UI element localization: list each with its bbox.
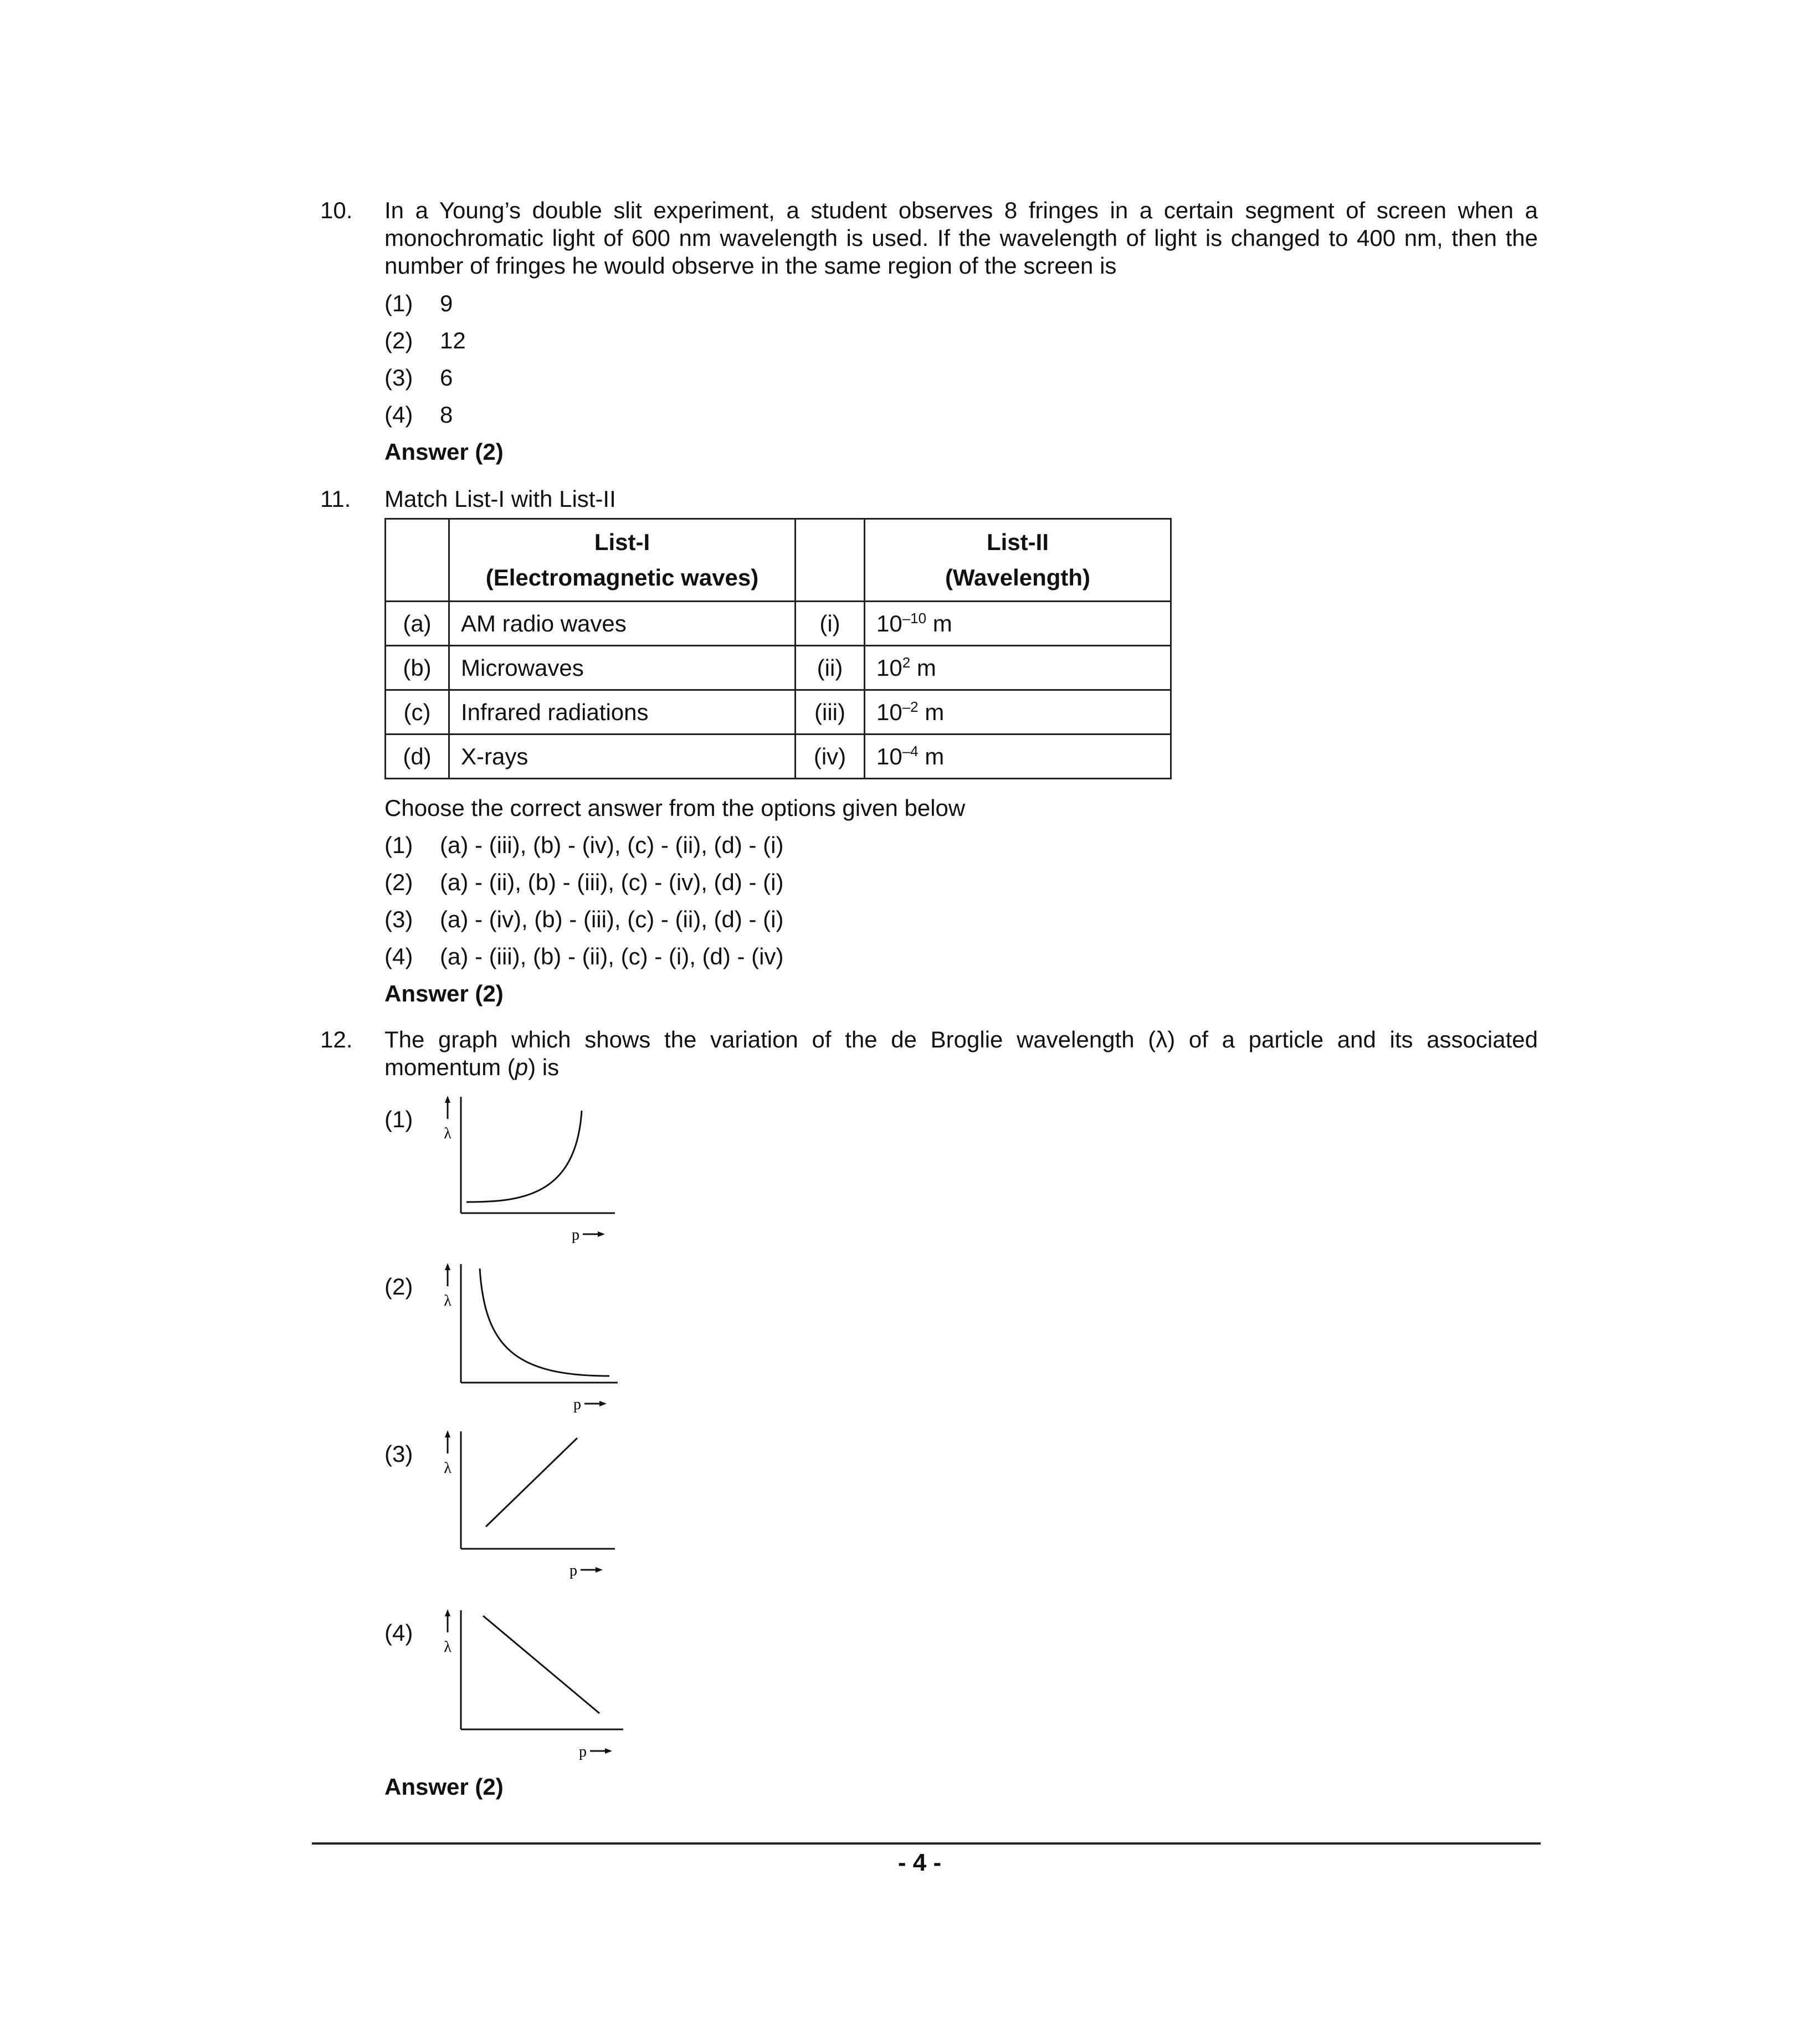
option-text: 8 [440, 402, 453, 428]
option-number: (3) [384, 906, 413, 932]
value-exponent: –2 [902, 699, 919, 715]
option-3 [384, 906, 783, 933]
option-1 [384, 831, 783, 859]
answer: Answer (2) [384, 1774, 504, 1800]
x-axis-label: p [579, 1743, 587, 1760]
x-axis-arrow-icon [598, 1231, 605, 1237]
row-label: (d) [386, 735, 449, 779]
option-number: (1) [384, 832, 413, 858]
table-header-row [386, 519, 1171, 602]
option-number: (1) [384, 290, 413, 316]
option-text: 12 [440, 327, 466, 353]
question-text-part: ) is [528, 1054, 560, 1080]
row-label: (i) [796, 602, 865, 646]
value-unit: m [910, 655, 936, 681]
table-cell [386, 519, 449, 602]
y-axis-arrow-icon [445, 1263, 450, 1270]
graph-3 [432, 1420, 632, 1581]
list-1-title: List-I [594, 529, 650, 555]
graph-4 [432, 1599, 632, 1760]
y-axis-arrow-icon [445, 1609, 450, 1616]
question-text: In a Young’s double slit experiment, a student observes 8 fringes in a certain segment of screen when a monochromatic light of 600 nm wavelength is used. If the wavelength of light is changed to 400 nm, then the number of fringes he would observe in the same region of the screen is [384, 197, 1538, 279]
graph-1 [432, 1086, 632, 1246]
graph-option-2-label: (2) [384, 1273, 413, 1300]
value-base: 10 [876, 610, 902, 636]
option-text: (a) - (iii), (b) - (ii), (c) - (i), (d) - (iv) [440, 943, 784, 969]
wave-name: Infrared radiations [449, 690, 796, 735]
option-text: 6 [440, 364, 453, 391]
answer: Answer (2) [384, 439, 504, 465]
row-label: (iii) [796, 690, 865, 735]
table-row [386, 690, 1171, 735]
option-2 [384, 327, 466, 355]
option-1 [384, 290, 453, 317]
row-label: (b) [386, 646, 449, 690]
option-4 [384, 943, 783, 970]
y-axis-label: λ [444, 1125, 452, 1142]
graph-option-3-label: (3) [384, 1441, 413, 1467]
y-axis-label: λ [444, 1639, 452, 1656]
value-base: 10 [876, 743, 902, 769]
curve [480, 1268, 609, 1376]
graph-option-1-label: (1) [384, 1106, 413, 1132]
choose-instruction: Choose the correct answer from the options given below [384, 795, 966, 821]
option-3 [384, 364, 453, 392]
x-axis-label: p [570, 1562, 577, 1579]
question-number: 11. [320, 486, 351, 512]
x-axis-label: p [572, 1226, 579, 1244]
row-label: (a) [386, 602, 449, 646]
table-row [386, 602, 1171, 646]
option-number: (2) [384, 327, 413, 353]
option-2 [384, 869, 783, 896]
footer-divider [312, 1842, 1541, 1845]
question-number: 12. [320, 1026, 353, 1052]
list-1-header [449, 519, 796, 602]
graph-option-4-label: (4) [384, 1620, 413, 1646]
row-label: (iv) [796, 735, 865, 779]
question-text [384, 1026, 1538, 1081]
option-number: (4) [384, 402, 413, 428]
option-number: (3) [384, 364, 413, 391]
wavelength-value [865, 602, 1171, 646]
row-label: (c) [386, 690, 449, 735]
wavelength-value [865, 735, 1171, 779]
wavelength-value [865, 646, 1171, 690]
option-text: (a) - (ii), (b) - (iii), (c) - (iv), (d) - (i) [440, 869, 784, 895]
y-axis-label: λ [444, 1292, 452, 1309]
question-text: Match List-I with List-II [384, 486, 616, 512]
option-text: (a) - (iii), (b) - (iv), (c) - (ii), (d) - (i) [440, 832, 784, 858]
line-plot [483, 1616, 599, 1713]
table-cell [796, 519, 865, 602]
question-text-part: The graph which shows the variation of the de Broglie wavelength (λ) of a particle and its associated momentum ( [384, 1026, 1538, 1080]
y-axis-arrow-icon [445, 1096, 450, 1103]
x-axis-arrow-icon [599, 1401, 607, 1406]
list-2-title: List-II [987, 529, 1049, 555]
momentum-symbol: p [515, 1054, 529, 1080]
wave-name: Microwaves [449, 646, 796, 690]
list-1-subtitle: (Electromagnetic waves) [485, 564, 759, 590]
table-row [386, 646, 1171, 690]
value-unit: m [918, 699, 945, 725]
y-axis-arrow-icon [445, 1430, 450, 1437]
value-exponent: –10 [902, 610, 927, 626]
graph-2 [432, 1253, 632, 1414]
value-unit: m [918, 743, 945, 769]
value-base: 10 [876, 699, 902, 725]
x-axis-label: p [573, 1396, 581, 1413]
option-number: (4) [384, 943, 413, 969]
question-number: 10. [320, 197, 353, 223]
value-base: 10 [876, 655, 902, 681]
curve [466, 1111, 582, 1202]
wavelength-value [865, 690, 1171, 735]
wave-name: X-rays [449, 735, 796, 779]
x-axis-arrow-icon [596, 1567, 603, 1573]
line-plot [486, 1438, 577, 1527]
wave-name: AM radio waves [449, 602, 796, 646]
list-2-header [865, 519, 1171, 602]
value-exponent: –4 [902, 743, 919, 759]
option-text: (a) - (iv), (b) - (iii), (c) - (ii), (d) - (i) [440, 906, 784, 932]
option-text: 9 [440, 290, 453, 316]
x-axis-arrow-icon [605, 1748, 612, 1754]
value-exponent: 2 [902, 654, 911, 671]
y-axis-label: λ [444, 1460, 452, 1477]
list-2-subtitle: (Wavelength) [945, 564, 1091, 590]
option-4 [384, 401, 453, 429]
match-table [384, 518, 1172, 779]
value-unit: m [926, 610, 952, 636]
option-number: (2) [384, 869, 413, 895]
row-label: (ii) [796, 646, 865, 690]
answer: Answer (2) [384, 980, 504, 1006]
table-row [386, 735, 1171, 779]
page-number: - 4 - [897, 1849, 942, 1876]
